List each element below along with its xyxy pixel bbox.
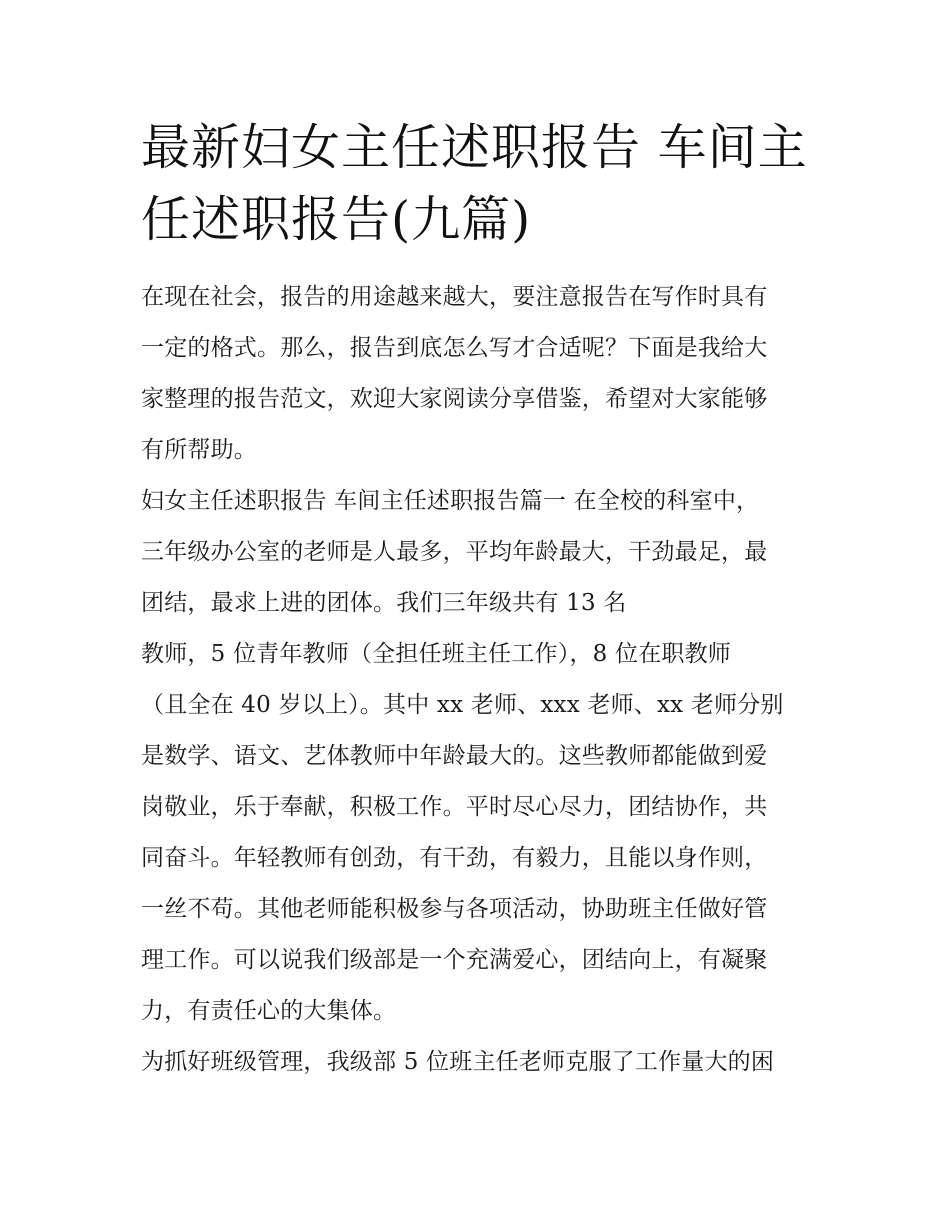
- text-line: 力，有责任心的大集体。: [141, 998, 397, 1024]
- document-title: [141, 112, 813, 256]
- paragraph-class-management: [141, 1037, 813, 1088]
- text-line: 家整理的报告范文，欢迎大家阅读分享借鉴，希望对大家能够: [141, 386, 768, 412]
- text-line: 一定的格式。那么，报告到底怎么写才合适呢？下面是我给大: [141, 335, 768, 361]
- text-line: 是数学、语文、艺体教师中年龄最大的。这些教师都能做到爱: [141, 743, 768, 769]
- text-line: 为抓好班级管理，我级部 5 位班主任老师克服了工作量大的困: [141, 1049, 775, 1075]
- text-line: 一丝不苟。其他老师能积极参与各项活动，协助班主任做好管: [141, 896, 768, 922]
- text-line: 三年级办公室的老师是人最多，平均年龄最大，干劲最足，最: [141, 539, 768, 565]
- text-line: 在现在社会，报告的用途越来越大，要注意报告在写作时具有: [141, 284, 768, 310]
- document-content: [141, 112, 813, 1088]
- text-line: 岗敬业，乐于奉献，积极工作。平时尽心尽力，团结协作，共: [141, 794, 768, 820]
- text-line: （且全在 40 岁以上）。其中 xx 老师、xxx 老师、xx 老师分别: [141, 692, 784, 718]
- text-line: 同奋斗。年轻教师有创劲，有干劲，有毅力，且能以身作则，: [141, 845, 768, 871]
- text-line: 团结，最求上进的团体。我们三年级共有 13 名: [141, 590, 627, 616]
- paragraph-report-one: [141, 476, 813, 1037]
- text-line: 教师，5 位青年教师（全担任班主任工作），8 位在职教师: [141, 641, 731, 667]
- title-line: 任述职报告(九篇): [141, 191, 532, 248]
- text-line: 有所帮助。: [141, 437, 257, 463]
- text-line: 妇女主任述职报告 车间主任述职报告篇一 在全校的科室中，: [141, 488, 760, 514]
- paragraph-intro: [141, 272, 813, 476]
- document-body: [141, 272, 813, 1088]
- text-line: 理工作。可以说我们级部是一个充满爱心，团结向上，有凝聚: [141, 947, 768, 973]
- title-line: 最新妇女主任述职报告 车间主: [141, 119, 808, 176]
